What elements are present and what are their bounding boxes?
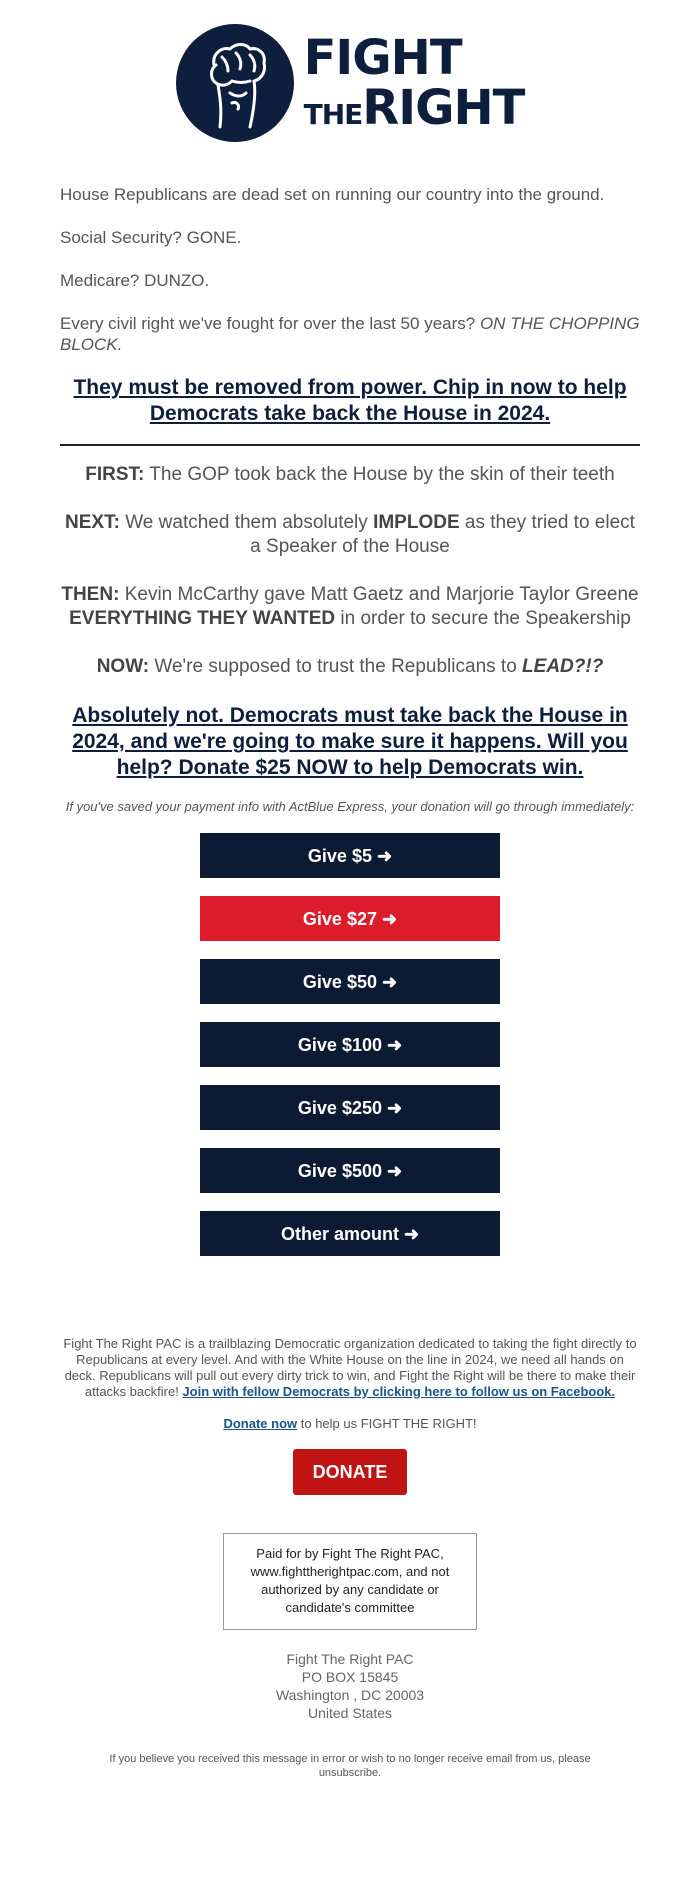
email-body: [60, 22, 640, 1780]
logo-word-fight: FIGHT: [303, 30, 462, 86]
donate-now-link[interactable]: Donate now: [223, 1416, 298, 1431]
intro-paragraph-3: Medicare? DUNZO.: [60, 271, 210, 290]
give-5-button[interactable]: Give $5 ➜: [200, 833, 500, 878]
give-27-button[interactable]: Give $27 ➜: [200, 896, 500, 941]
headline-link-2[interactable]: Absolutely not. Democrats must take back the House in 2024, and we're going to make sure it happens. Will you help? Donate $25 NOW to help Democrats win.: [72, 704, 628, 779]
give-50-button[interactable]: Give $50 ➜: [200, 959, 500, 1004]
chopping-block-italic: ON THE CHOPPING BLOCK.: [60, 314, 640, 354]
intro-paragraph-4: Every civil right we've fought for over the last 50 years? ON THE CHOPPING BLOCK.: [60, 314, 640, 354]
donation-buttons: [60, 833, 640, 1256]
address-line: United States: [307, 1705, 393, 1721]
headline-link-1[interactable]: They must be removed from power. Chip in now to help Democrats take back the House in 2024.: [73, 376, 627, 425]
give-250-button[interactable]: Give $250 ➜: [200, 1085, 500, 1130]
donate-button[interactable]: DONATE: [293, 1449, 407, 1495]
timeline-first: FIRST: The GOP took back the House by the skin of their teeth: [85, 464, 615, 485]
logo-word-the: THE: [303, 98, 363, 131]
actblue-express-note: If you've saved your payment info with ActBlue Express, your donation will go through immediately:: [65, 799, 635, 814]
timeline-then: THEN: Kevin McCarthy gave Matt Gaetz and Marjorie Taylor Greene EVERYTHING THEY WANTED in order to secure the Speakership: [61, 584, 639, 629]
mailing-address: [60, 1650, 640, 1722]
fight-the-right-logo: [60, 22, 640, 144]
give-100-button[interactable]: Give $100 ➜: [200, 1022, 500, 1067]
raised-fist-icon: [176, 24, 294, 142]
address-line: Washington , DC 20003: [275, 1687, 425, 1703]
give-500-button[interactable]: Give $500 ➜: [200, 1148, 500, 1193]
donate-now-line: Donate now to help us FIGHT THE RIGHT!: [223, 1416, 477, 1431]
timeline-now: NOW: We're supposed to trust the Republicans to LEAD?!?: [96, 656, 604, 677]
address-line: PO BOX 15845: [301, 1669, 399, 1685]
divider: [60, 444, 640, 446]
intro-paragraph-2: Social Security? GONE.: [60, 228, 242, 247]
other-amount-button[interactable]: Other amount ➜: [200, 1211, 500, 1256]
facebook-link[interactable]: Join with fellow Democrats by clicking here to follow us on Facebook.: [182, 1384, 616, 1399]
timeline-next: NEXT: We watched them absolutely IMPLODE as they tried to elect a Speaker of the House: [65, 512, 635, 557]
unsubscribe-notice[interactable]: If you believe you received this message in error or wish to no longer receive email from us, please unsubscribe.: [109, 1753, 591, 1779]
logo-wordmark: [303, 30, 525, 136]
intro-paragraph-1: House Republicans are dead set on running our country into the ground.: [60, 185, 605, 204]
logo-word-right: RIGHT: [362, 80, 525, 136]
about-paragraph: Fight The Right PAC is a trailblazing Democratic organization dedicated to taking the fight directly to Republicans at every level. And with the White House on the line in 2024, we need all hands on deck. Republicans will pull out every dirty trick to win, and Fight the Right will be there to make their attacks backfire! Join with fellow Democrats by clicking here to follow us on Facebook.: [63, 1336, 637, 1399]
paid-for-disclaimer: Paid for by Fight The Right PAC, www.fighttherightpac.com, and not authorized by any candidate or candidate's committee: [223, 1533, 477, 1630]
address-line: Fight The Right PAC: [286, 1651, 414, 1667]
